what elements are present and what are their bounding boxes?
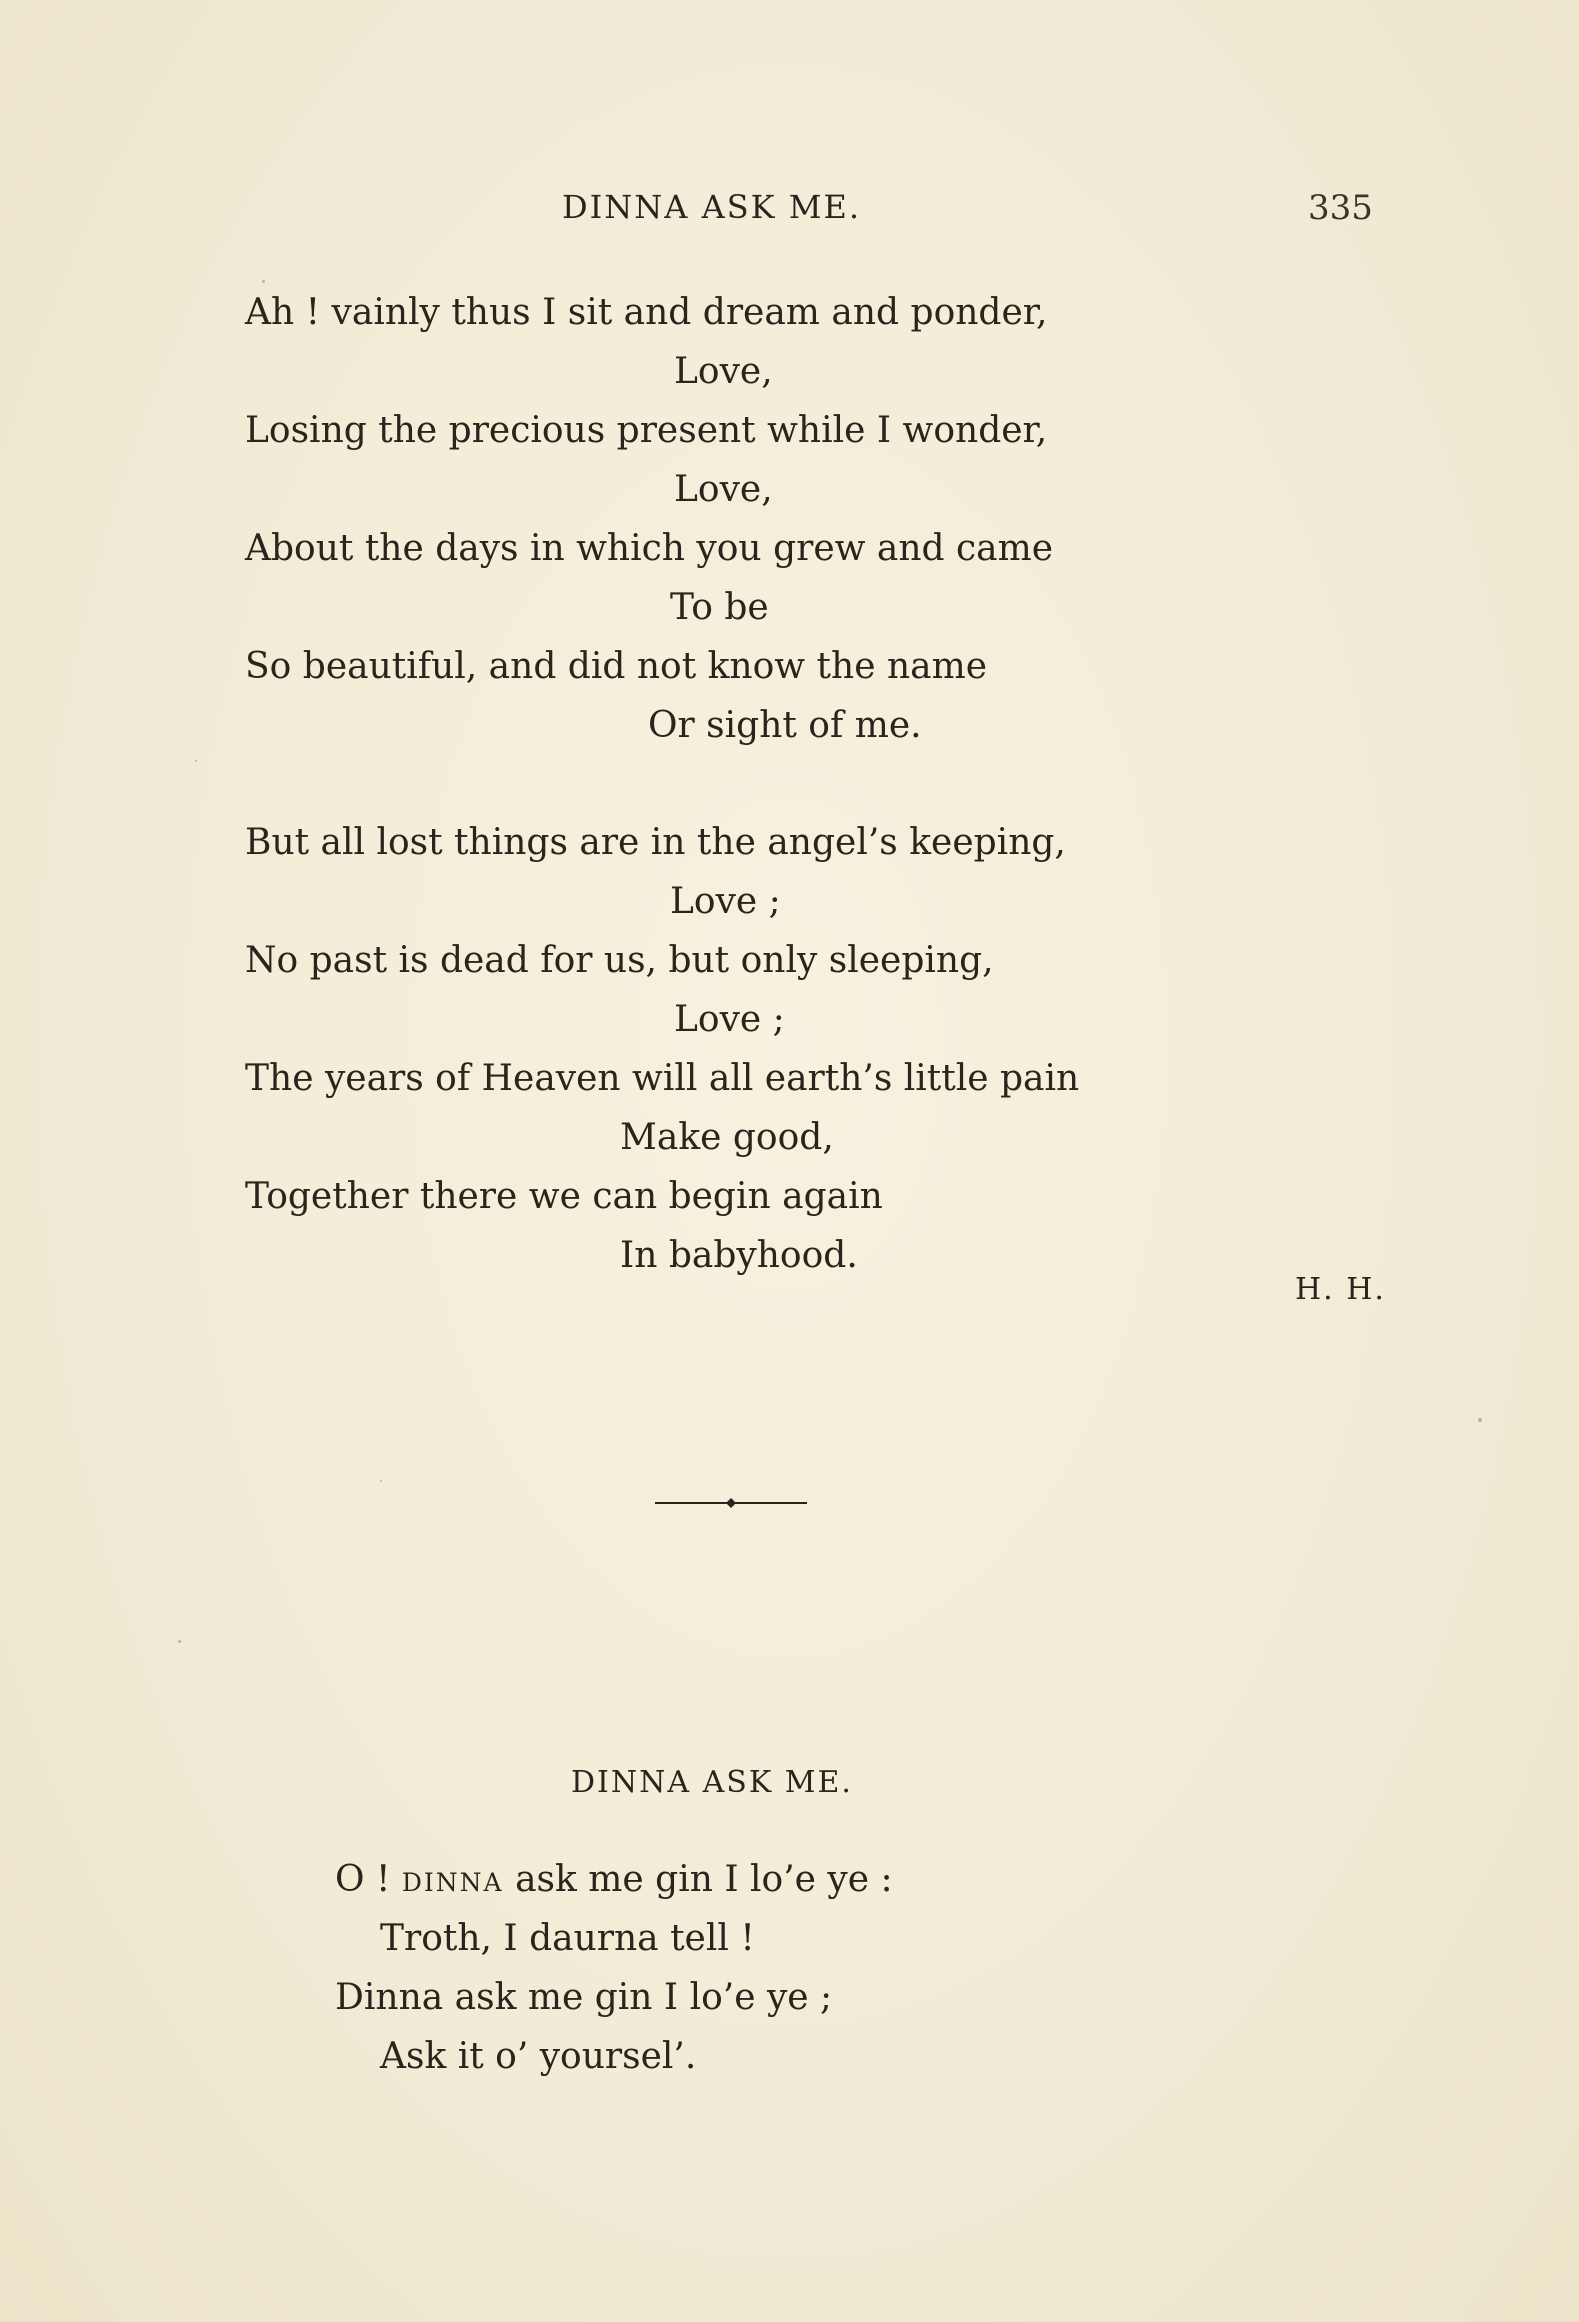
poem-line: Love, <box>674 469 773 510</box>
ornament-rule-icon <box>655 1497 807 1509</box>
poem-line: Love ; <box>670 881 781 922</box>
poem-title: DINNA ASK ME. <box>571 1765 853 1800</box>
poem-line: Together there we can begin again <box>245 1176 883 1217</box>
poem-line: Or sight of me. <box>648 705 922 746</box>
paper-speck <box>195 760 197 762</box>
page-number: 335 <box>1308 188 1373 228</box>
poem-line: To be <box>670 587 769 628</box>
poem-line: Troth, I daurna tell ! <box>380 1918 755 1959</box>
poem-line: Love, <box>674 351 773 392</box>
poem-line: Ah ! vainly thus I sit and dream and ponder, <box>245 292 1048 333</box>
poem-line: Love ; <box>674 999 785 1040</box>
author-signature: H. H. <box>1295 1272 1386 1307</box>
paper-speck <box>380 1480 382 1482</box>
first-word: O ! <box>335 1859 391 1900</box>
poem-line <box>335 1860 893 1900</box>
first-line-smallcaps: dinna <box>401 1859 504 1900</box>
paper-speck <box>1478 1418 1482 1422</box>
poem-line: Losing the precious present while I wonder, <box>245 410 1048 451</box>
paper-speck <box>262 280 265 283</box>
poem-line: In babyhood. <box>620 1235 858 1276</box>
poem-line: But all lost things are in the angel’s keeping, <box>245 822 1066 863</box>
paper-speck <box>178 1640 181 1643</box>
poem-line: So beautiful, and did not know the name <box>245 646 988 687</box>
poem-line: About the days in which you grew and came <box>245 528 1054 569</box>
running-head <box>0 188 1579 238</box>
poem-line: The years of Heaven will all earth’s little pain <box>245 1058 1080 1099</box>
first-line-rest: ask me gin I lo’e ye : <box>515 1859 893 1900</box>
poem-line: Dinna ask me gin I lo’e ye ; <box>335 1977 833 2018</box>
poem-line: Make good, <box>620 1117 834 1158</box>
poem-line: No past is dead for us, but only sleeping, <box>245 940 994 981</box>
running-title: DINNA ASK ME. <box>562 188 861 226</box>
poem-line: Ask it o’ yoursel’. <box>380 2036 697 2077</box>
